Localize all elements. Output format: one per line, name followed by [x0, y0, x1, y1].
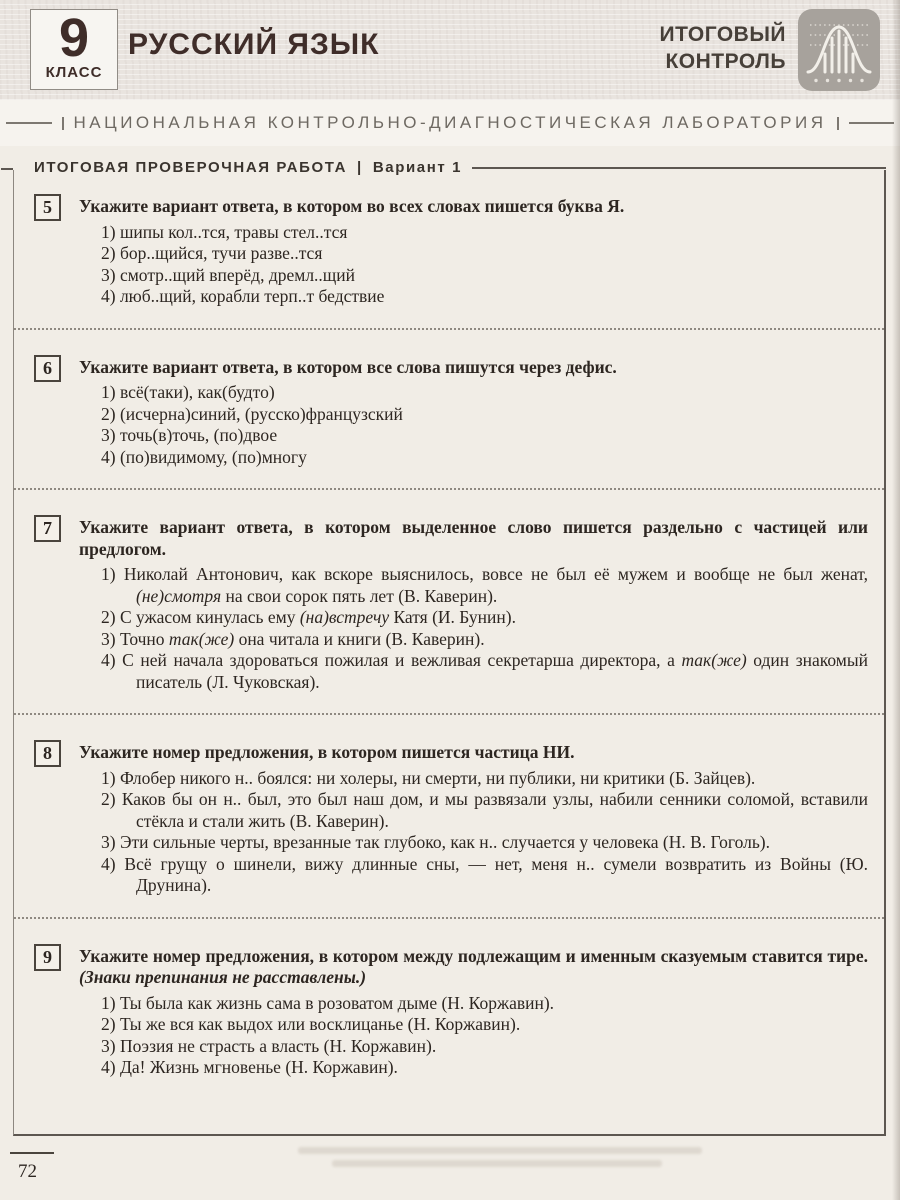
- lab-banner-tick-right: [837, 117, 839, 130]
- question-prompt: Укажите вариант ответа, в котором все слова пишутся через дефис.: [79, 356, 617, 377]
- question-option: 3) Эти сильные черты, врезанные так глубоко, как н.. случается у человека (Н. В. Гоголь).: [101, 832, 771, 852]
- question-option: 4) Да! Жизнь мгновенье (Н. Коржавин).: [101, 1057, 398, 1077]
- grade-badge: [30, 9, 118, 90]
- lab-banner-tick-left: [62, 117, 64, 130]
- question-option: 3) Поэзия не страсть а власть (Н. Коржавин).: [101, 1035, 437, 1056]
- page-number: 72: [18, 1152, 54, 1183]
- dotted-separator: [14, 713, 884, 715]
- question-block: [14, 357, 868, 469]
- control-title-line2: КОНТРОЛЬ: [665, 50, 786, 73]
- question-option: 4) С ней начала здороваться пожилая и вежливая секретарша директора, а так(же) один знакомый писатель (Л. Чуковская).: [101, 650, 868, 692]
- question-option: 2) бор..щийся, тучи разве..тся: [101, 243, 323, 263]
- section-title: ИТОГОВАЯ ПРОВЕРОЧНАЯ РАБОТА: [34, 159, 348, 176]
- bell-curve-icon: [798, 9, 880, 91]
- dotted-separator: [14, 328, 884, 330]
- question-option: 1) Ты была как жизнь сама в розоватом дыме (Н. Коржавин).: [101, 992, 555, 1013]
- section-divider: |: [357, 159, 363, 176]
- bleed-through-line: [298, 1147, 702, 1154]
- question-option: 1) Флобер никого н.. боялся: ни холеры, ни смерти, ни публики, ни критики (Б. Зайцев).: [101, 767, 756, 788]
- header-band: [0, 0, 900, 100]
- question-prompt: Укажите вариант ответа, в котором во всех словах пишется буква Я.: [79, 196, 625, 216]
- grade-label: КЛАСС: [45, 64, 103, 81]
- section-rule: [472, 167, 886, 169]
- control-title: [659, 21, 786, 75]
- lab-banner: [0, 100, 900, 146]
- control-title-line1: ИТОГОВЫЙ: [659, 23, 786, 46]
- content-frame: [13, 159, 886, 1136]
- subject-title: РУССКИЙ ЯЗЫК: [128, 28, 380, 61]
- lab-banner-rule-left: [6, 122, 52, 124]
- question-number: 9: [34, 944, 61, 971]
- variant-label: Вариант 1: [372, 159, 463, 176]
- question-prompt: Укажите номер предложения, в котором пишется частица НИ.: [79, 742, 575, 762]
- question-option: 2) Каков бы он н.. был, это был наш дом, и мы развязали узлы, набили сенники соломой, вставили стёкла и стали жить (В. Каверин).: [101, 789, 868, 831]
- question-option: 3) точь(в)точь, (по)двое: [101, 425, 278, 445]
- lab-banner-rule-right: [849, 122, 895, 124]
- section-header: [34, 159, 886, 176]
- question-prompt: Укажите вариант ответа, в котором выделенное слово пишется раздельно с частицей или предлогом.: [79, 517, 868, 559]
- question-option: 3) смотр..щий вперёд, дремл..щий: [101, 264, 356, 285]
- bleed-through-line: [332, 1160, 662, 1167]
- question-block: [14, 517, 868, 693]
- question-number: 7: [34, 515, 61, 542]
- grade-number: 9: [58, 8, 90, 68]
- question-prompt: Укажите номер предложения, в котором между подлежащим и именным сказуемым ставится тире. (Знаки препинания не расставлены.): [79, 945, 868, 987]
- question-option: 3) Точно так(же) она читала и книги (В. Каверин).: [101, 628, 485, 649]
- question-option: 2) Ты же вся как выдох или восклицанье (Н. Коржавин).: [101, 1014, 521, 1034]
- question-number: 8: [34, 740, 61, 767]
- question-option: 2) (исчерна)синий, (русско)французский: [101, 403, 403, 424]
- lab-banner-text: НАЦИОНАЛЬНАЯ КОНТРОЛЬНО-ДИАГНОСТИЧЕСКАЯ ЛАБОРАТОРИЯ: [73, 113, 827, 132]
- questions: [14, 196, 868, 1079]
- page-edge-shadow: [892, 0, 900, 1200]
- publisher-logo: [798, 9, 880, 91]
- question-number: 5: [34, 194, 61, 221]
- question-option: 4) (по)видимому, (по)многу: [101, 446, 307, 467]
- question-option: 4) люб..щий, корабли терп..т бедствие: [101, 286, 385, 306]
- question-option: 1) всё(таки), как(будто): [101, 382, 275, 402]
- question-number: 6: [34, 355, 61, 382]
- question-block: [14, 742, 868, 897]
- question-option: 1) Николай Антонович, как вскоре выяснилось, вовсе не был её мужем и вообще не был женат, (не)смотря на свои сорок пять лет (В. Каверин).: [101, 564, 868, 606]
- question-block: [14, 946, 868, 1079]
- question-option: 4) Всё грущу о шинели, вижу длинные сны, — нет, меня н.. сумели возвратить из Войны (Ю. Друнина).: [101, 853, 868, 895]
- dotted-separator: [14, 488, 884, 490]
- question-block: [14, 196, 868, 308]
- question-option: 1) шипы кол..тся, травы стел..тся: [101, 221, 348, 242]
- dotted-separator: [14, 917, 884, 919]
- question-option: 2) С ужасом кинулась ему (на)встречу Катя (И. Бунин).: [101, 607, 516, 627]
